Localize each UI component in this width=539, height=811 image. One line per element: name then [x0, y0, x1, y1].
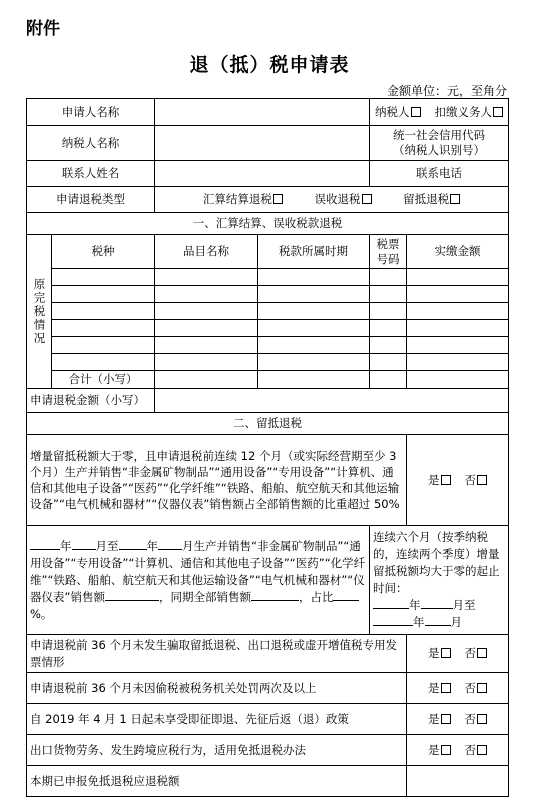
sales-amount-blank[interactable] [105, 589, 159, 601]
col-paid: 实缴金额 [407, 235, 509, 269]
condition-incremental-credit: 增量留抵税额大于零，且申请退税前连续 12 个月（或实际经营期至少 3 个月）生产并销售“非金属矿物制品”“通用设备”“专用设备”“计算机、通信和其他电子设备”“医药”“化学纤维”“铁路、船舶、航空航天和其他运输设备”“电气机械和器材”“仪器仪表”销售额占全部销售额的比重超过 50% [27, 435, 407, 526]
type-credit-checkbox[interactable] [450, 194, 460, 204]
tax-cell[interactable] [258, 303, 370, 320]
yes-checkbox[interactable] [441, 475, 451, 485]
tax-cell[interactable] [155, 320, 258, 337]
tax-cell[interactable] [258, 337, 370, 354]
refund-type-options [155, 187, 509, 213]
tax-cell[interactable] [407, 320, 509, 337]
col-period: 税款所属时期 [258, 235, 370, 269]
contact-name-label: 联系人姓名 [27, 161, 155, 187]
tax-cell[interactable] [370, 303, 407, 320]
six-months-text: 连续六个月（按季纳税的，连续两个季度）增量留抵税额均大于零的起止时间： [373, 530, 500, 595]
tax-cell[interactable] [370, 286, 407, 303]
tax-cell[interactable] [407, 354, 509, 371]
refund-amount-field[interactable] [155, 389, 509, 413]
tax-row [27, 269, 509, 286]
no-checkbox[interactable] [477, 683, 487, 693]
no-label: 否 [464, 680, 476, 695]
condition-export-exemption: 出口货物劳务、发生跨境应税行为，适用免抵退税办法 [27, 735, 407, 766]
condition-3-yes-no [407, 673, 509, 704]
tax-cell[interactable] [258, 269, 370, 286]
col-tax-type: 税种 [52, 235, 155, 269]
condition-1-yes-no [407, 435, 509, 526]
sales-month-blank-2[interactable] [158, 538, 182, 550]
six-months-cell [370, 526, 509, 635]
condition-no-fraud: 申请退税前 36 个月未发生骗取留抵退税、出口退税或虚开增值税专用发票情形 [27, 635, 407, 673]
tax-cell[interactable] [52, 337, 155, 354]
sales-year-blank-2[interactable] [119, 538, 147, 550]
condition-4-yes-no [407, 704, 509, 735]
tax-cell[interactable] [155, 286, 258, 303]
taxpayer-type-cell [370, 99, 509, 126]
section1-title: 一、汇算结算、误收税款退税 [27, 213, 509, 235]
withholder-label: 扣缴义务人 [434, 104, 492, 119]
sales-total-blank[interactable] [251, 589, 299, 601]
tax-cell[interactable] [370, 269, 407, 286]
condition-no-preferential-policy: 自 2019 年 4 月 1 日起未享受即征即退、先征后返（退）政策 [27, 704, 407, 735]
subtotal-cell[interactable] [155, 371, 258, 389]
taxpayer-name-label: 纳税人名称 [27, 126, 155, 161]
subtotal-amount[interactable] [407, 371, 509, 389]
yes-checkbox[interactable] [441, 683, 451, 693]
sales-year-2: 年 [146, 538, 158, 553]
sales-ratio-blank[interactable] [333, 589, 359, 601]
yes-label: 是 [428, 680, 440, 695]
applicant-name-field[interactable] [155, 99, 370, 126]
tax-cell[interactable] [407, 337, 509, 354]
yes-checkbox[interactable] [441, 714, 451, 724]
no-label: 否 [464, 742, 476, 757]
tax-row [27, 303, 509, 320]
refund-application-form [26, 98, 509, 797]
six-month-blank-1[interactable] [421, 597, 453, 609]
tax-cell[interactable] [155, 354, 258, 371]
tax-cell[interactable] [258, 320, 370, 337]
contact-phone-label: 联系电话 [370, 161, 509, 187]
no-checkbox[interactable] [477, 714, 487, 724]
tax-cell[interactable] [52, 303, 155, 320]
col-voucher-line2: 号码 [376, 251, 400, 266]
six-year-2: 年 [413, 615, 425, 629]
declared-exemption-refund-label: 本期已申报免抵退税应退税额 [27, 766, 407, 797]
sales-ratio: ，占比 [298, 589, 334, 604]
attachment-label: 附件 [26, 19, 60, 39]
taxpayer-name-field[interactable] [155, 126, 370, 161]
credit-code-label [370, 126, 509, 161]
condition-no-penalty: 申请退税前 36 个月未因偷税被税务机关处罚两次及以上 [27, 673, 407, 704]
tax-cell[interactable] [370, 337, 407, 354]
col-item-name: 品目名称 [155, 235, 258, 269]
taxpayer-checkbox[interactable] [411, 107, 421, 117]
col-voucher [370, 235, 407, 269]
yes-label: 是 [428, 472, 440, 487]
withholder-checkbox[interactable] [493, 107, 503, 117]
sales-year-blank-1[interactable] [30, 538, 60, 550]
original-tax-label [27, 235, 52, 389]
type-settlement-checkbox[interactable] [273, 194, 283, 204]
yes-checkbox[interactable] [441, 648, 451, 658]
sales-month-to: 月至 [95, 538, 119, 553]
subtotal-cell[interactable] [258, 371, 370, 389]
tax-cell[interactable] [370, 320, 407, 337]
credit-code-line2: （纳税人识别号） [393, 143, 485, 157]
tax-cell[interactable] [370, 354, 407, 371]
six-month-to: 月至 [452, 598, 476, 612]
tax-cell[interactable] [407, 286, 509, 303]
original-tax-text: 原完税情况 [32, 277, 47, 346]
tax-cell[interactable] [155, 303, 258, 320]
no-checkbox[interactable] [477, 745, 487, 755]
no-label: 否 [464, 472, 476, 487]
tax-cell[interactable] [52, 269, 155, 286]
declared-exemption-refund-field[interactable] [407, 766, 509, 797]
type-settlement-label: 汇算结算退税 [202, 192, 272, 206]
type-overpaid-checkbox[interactable] [362, 194, 372, 204]
sales-share-statement [27, 526, 370, 635]
six-year-blank-2[interactable] [373, 614, 413, 626]
tax-cell[interactable] [155, 337, 258, 354]
six-month-end: 月 [450, 615, 462, 629]
tax-cell[interactable] [52, 320, 155, 337]
sales-month-blank-1[interactable] [72, 538, 96, 550]
tax-cell[interactable] [155, 269, 258, 286]
tax-row [27, 286, 509, 303]
tax-row [27, 337, 509, 354]
section2-title: 二、留抵退税 [27, 413, 509, 435]
tax-row [27, 320, 509, 337]
type-credit-label: 留抵退税 [403, 192, 450, 206]
col-voucher-line1: 税票 [376, 236, 400, 251]
six-year-1: 年 [409, 598, 421, 612]
sales-all: ，同期全部销售额 [158, 589, 251, 604]
contact-name-field[interactable] [155, 161, 370, 187]
amount-unit: 金额单位：元，至角分 [386, 84, 507, 98]
type-overpaid-label: 误收退税 [314, 192, 361, 206]
yes-label: 是 [428, 742, 440, 757]
six-month-blank-2[interactable] [425, 614, 451, 626]
sales-year-1: 年 [60, 538, 72, 553]
tax-cell[interactable] [407, 269, 509, 286]
applicant-name-label: 申请人名称 [27, 99, 155, 126]
tax-cell[interactable] [52, 286, 155, 303]
condition-2-yes-no [407, 635, 509, 673]
subtotal-label: 合计（小写） [52, 371, 155, 389]
refund-amount-label: 申请退税金额（小写） [27, 389, 155, 413]
yes-label: 是 [428, 711, 440, 726]
tax-cell[interactable] [258, 286, 370, 303]
sales-percent: %。 [30, 606, 53, 621]
yes-label: 是 [428, 646, 440, 660]
sales-body: 月生产并销售“非金属矿物制品”“通用设备”“专用设备”“计算机、通信和其他电子设备”“医药”“化学纤维”“铁路、船舶、航空航天和其他运输设备”“电气机械和器材”“仪器仪表”销售额 [30, 538, 366, 604]
no-label: 否 [464, 646, 476, 660]
tax-cell[interactable] [258, 354, 370, 371]
tax-cell[interactable] [52, 354, 155, 371]
refund-type-label: 申请退税类型 [27, 187, 155, 213]
yes-checkbox[interactable] [441, 745, 451, 755]
tax-cell[interactable] [407, 303, 509, 320]
tax-row [27, 354, 509, 371]
no-checkbox[interactable] [477, 475, 487, 485]
no-checkbox[interactable] [477, 648, 487, 658]
subtotal-cell[interactable] [370, 371, 407, 389]
condition-5-yes-no [407, 735, 509, 766]
no-label: 否 [464, 711, 476, 726]
credit-code-line1: 统一社会信用代码 [393, 128, 485, 142]
page-title: 退（抵）税申请表 [189, 54, 350, 76]
taxpayer-label: 纳税人 [375, 104, 410, 119]
six-year-blank-1[interactable] [373, 597, 409, 609]
